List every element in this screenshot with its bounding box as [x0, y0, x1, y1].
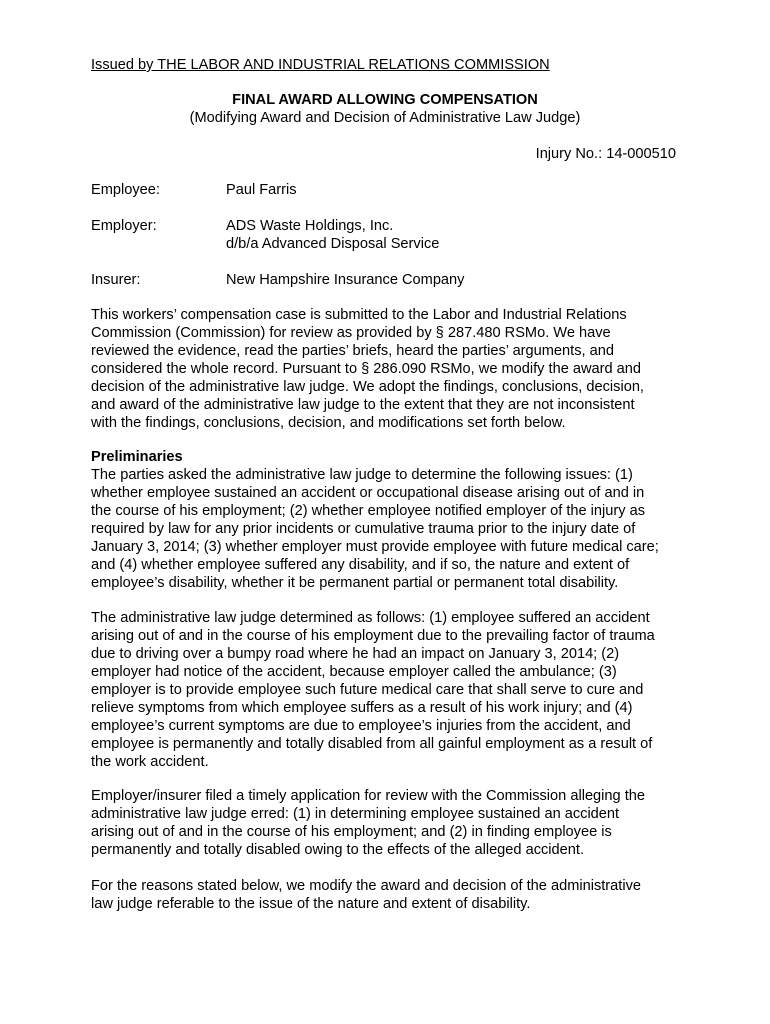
- document-title: FINAL AWARD ALLOWING COMPENSATION: [232, 92, 538, 108]
- insurer-label: Insurer:: [91, 272, 141, 288]
- paragraph-line: This workers’ compensation case is submitted to the Labor and Industrial Relations: [91, 307, 627, 323]
- paragraph-line: required by law for any prior incidents or cumulative trauma prior to the injury date of: [91, 521, 636, 537]
- paragraph-line: the work accident.: [91, 754, 209, 770]
- paragraph-line: employer is to provide employee such future medical care that shall serve to cure and: [91, 682, 644, 698]
- paragraph-line: The parties asked the administrative law judge to determine the following issues: (1): [91, 467, 633, 483]
- paragraph-line: law judge referable to the issue of the nature and extent of disability.: [91, 896, 531, 912]
- paragraph-line: arising out of and in the course of his employment; and (2) in finding employee is: [91, 824, 612, 840]
- paragraph-line: arising out of and in the course of his employment due to the prevailing factor of trauma: [91, 628, 655, 644]
- paragraph-line: decision of the administrative law judge. We adopt the findings, conclusions, decision,: [91, 379, 644, 395]
- paragraph-line: permanently and totally disabled owing to the effects of the alleged accident.: [91, 842, 584, 858]
- reasons-paragraph: [91, 877, 691, 913]
- paragraph-line: whether employee sustained an accident or occupational disease arising out of and in: [91, 485, 645, 501]
- intro-paragraph: [91, 306, 691, 432]
- paragraph-line: considered the whole record. Pursuant to § 286.090 RSMo, we modify the award and: [91, 361, 642, 377]
- preliminaries-section: [91, 448, 691, 592]
- paragraph-line: administrative law judge erred: (1) in determining employee sustained an accident: [91, 806, 620, 822]
- paragraph-line: and (4) whether employee suffered any disability, and if so, the nature and extent of: [91, 557, 630, 573]
- employer-name: ADS Waste Holdings, Inc.: [226, 218, 394, 234]
- paragraph-line: January 3, 2014; (3) whether employer must provide employee with future medical care;: [91, 539, 659, 555]
- insurer-value: New Hampshire Insurance Company: [226, 272, 465, 288]
- paragraph-line: employee’s current symptoms are due to employee’s injuries from the accident, and: [91, 718, 631, 734]
- paragraph-line: and award of the administrative law judge to the extent that they are not inconsistent: [91, 397, 635, 413]
- paragraph-line: with the findings, conclusions, decision, and modifications set forth below.: [91, 415, 566, 431]
- paragraph-line: For the reasons stated below, we modify the award and decision of the administrative: [91, 878, 641, 894]
- paragraph-line: Commission (Commission) for review as provided by § 287.480 RSMo. We have: [91, 325, 611, 341]
- employer-value: [226, 217, 686, 253]
- employer-dba: d/b/a Advanced Disposal Service: [226, 236, 440, 252]
- paragraph-line: relieve symptoms from which employee suffers as a result of his work injury; and (4): [91, 700, 633, 716]
- issuer-header: Issued by THE LABOR AND INDUSTRIAL RELATIONS COMMISSION: [91, 57, 550, 73]
- paragraph-line: employee’s disability, whether it be permanent partial or permanent total disability.: [91, 575, 619, 591]
- application-paragraph: [91, 787, 691, 859]
- paragraph-line: the course of his employment; (2) whether employee notified employer of the injury as: [91, 503, 646, 519]
- paragraph-line: employer had notice of the accident, because employer called the ambulance; (3): [91, 664, 617, 680]
- paragraph-line: The administrative law judge determined as follows: (1) employee suffered an accident: [91, 610, 650, 626]
- injury-number: Injury No.: 14-000510: [535, 146, 676, 162]
- preliminaries-heading: Preliminaries: [91, 449, 183, 465]
- paragraph-line: employee is permanently and totally disabled from all gainful employment as a result of: [91, 736, 653, 752]
- paragraph-line: due to driving over a bumpy road where he had an impact on January 3, 2014; (2): [91, 646, 620, 662]
- employer-label: Employer:: [91, 218, 157, 234]
- alj-determination-paragraph: [91, 609, 691, 771]
- paragraph-line: Employer/insurer filed a timely application for review with the Commission alleging the: [91, 788, 645, 804]
- paragraph-line: reviewed the evidence, read the parties’ briefs, heard the parties’ arguments, and: [91, 343, 614, 359]
- document-subtitle: (Modifying Award and Decision of Administrative Law Judge): [189, 110, 581, 126]
- employee-label: Employee:: [91, 182, 160, 198]
- employee-value: Paul Farris: [226, 182, 297, 198]
